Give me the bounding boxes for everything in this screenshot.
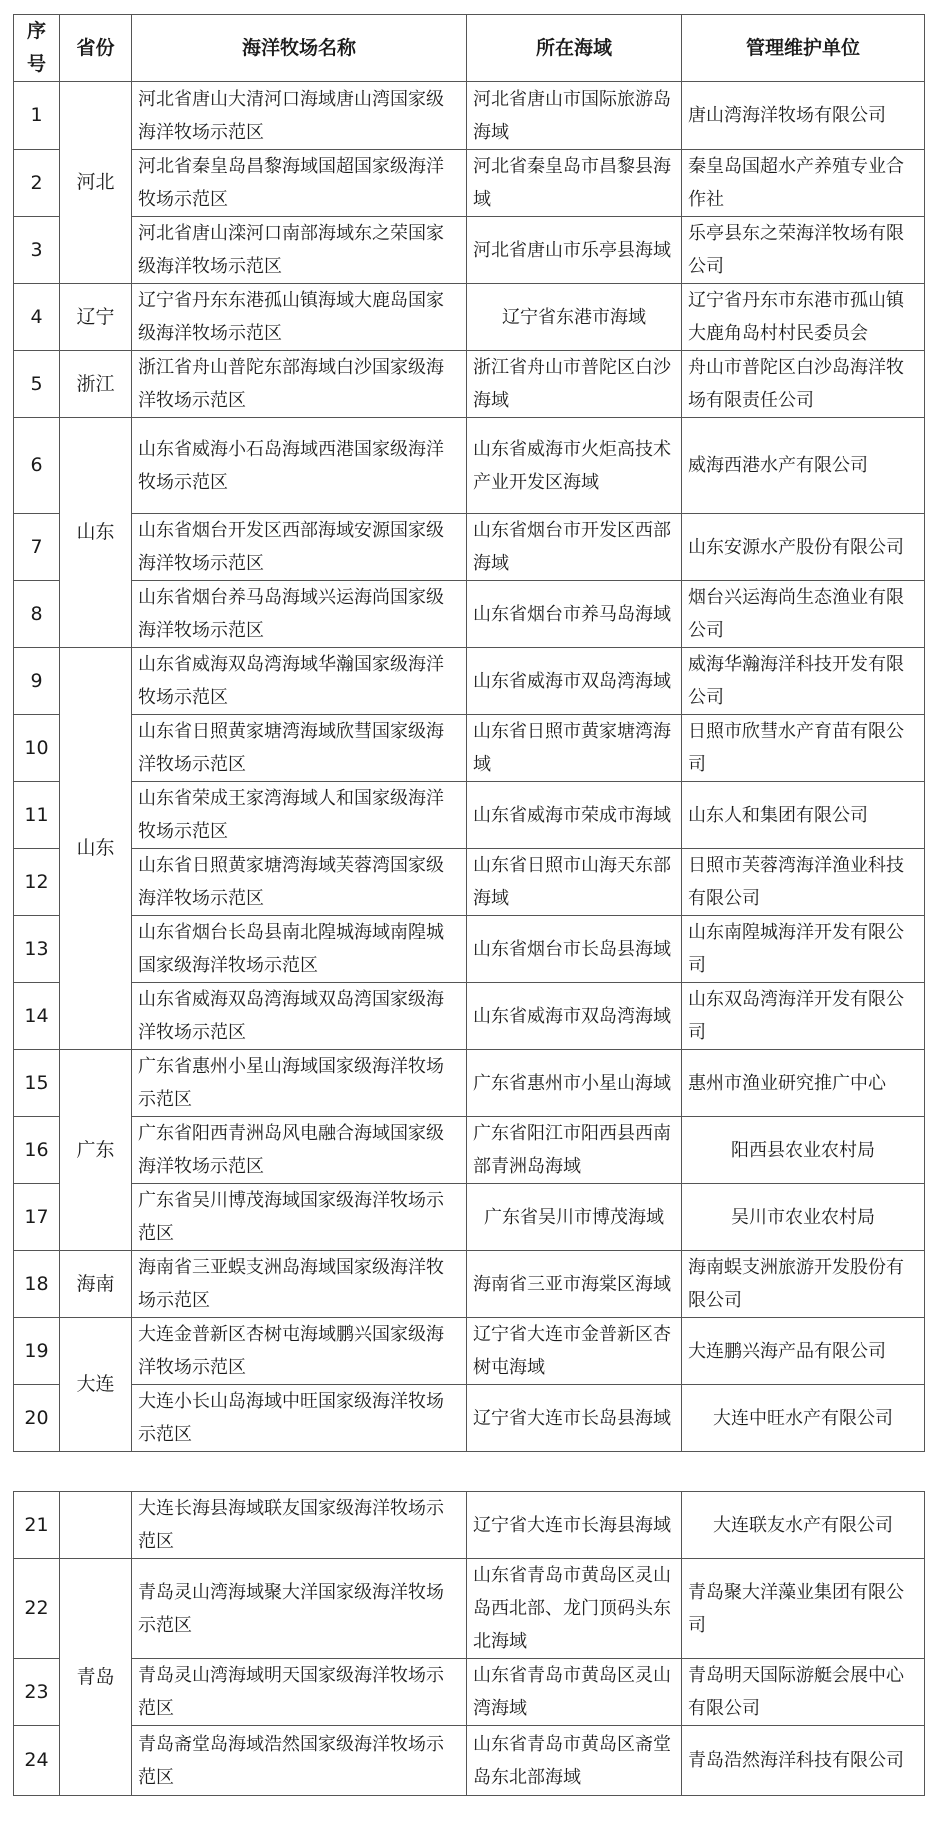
sea-area: 辽宁省大连市金普新区杏树屯海域: [467, 1318, 682, 1385]
row-number: 21: [14, 1492, 60, 1559]
management-unit: 青岛浩然海洋科技有限公司: [682, 1726, 925, 1796]
row-number: 9: [14, 648, 60, 715]
header-name: 海洋牧场名称: [132, 15, 467, 82]
sea-area: 山东省烟台市长岛县海域: [467, 916, 682, 983]
management-unit: 唐山湾海洋牧场有限公司: [682, 82, 925, 150]
header-no: 序号: [14, 15, 60, 82]
header-sea: 所在海域: [467, 15, 682, 82]
province-cell: 海南: [60, 1251, 132, 1318]
table-row: [14, 1659, 925, 1726]
sea-area: 辽宁省东港市海域: [467, 284, 682, 351]
row-number: 6: [14, 418, 60, 514]
table-row: [14, 1726, 925, 1796]
sea-area: 河北省秦皇岛市昌黎县海域: [467, 150, 682, 217]
sea-area: 山东省青岛市黄岛区灵山湾海域: [467, 1659, 682, 1726]
ranch-name: 青岛灵山湾海域聚大洋国家级海洋牧场示范区: [132, 1559, 467, 1659]
table-row: [14, 82, 925, 150]
management-unit: 日照市欣彗水产育苗有限公司: [682, 715, 925, 782]
management-unit: 山东双岛湾海洋开发有限公司: [682, 983, 925, 1050]
table-row: [14, 581, 925, 648]
management-unit: 阳西县农业农村局: [682, 1117, 925, 1184]
management-unit: 舟山市普陀区白沙岛海洋牧场有限责任公司: [682, 351, 925, 418]
sea-area: 山东省威海市双岛湾海域: [467, 983, 682, 1050]
row-number: 23: [14, 1659, 60, 1726]
management-unit: 威海西港水产有限公司: [682, 418, 925, 514]
header-unit: 管理维护单位: [682, 15, 925, 82]
management-unit: 烟台兴运海尚生态渔业有限公司: [682, 581, 925, 648]
row-number: 5: [14, 351, 60, 418]
table-row: [14, 1492, 925, 1559]
ranch-name: 山东省烟台养马岛海域兴运海尚国家级海洋牧场示范区: [132, 581, 467, 648]
ranch-name: 浙江省舟山普陀东部海域白沙国家级海洋牧场示范区: [132, 351, 467, 418]
sea-area: 广东省惠州市小星山海域: [467, 1050, 682, 1117]
row-number: 10: [14, 715, 60, 782]
table-row: [14, 849, 925, 916]
table-row: [14, 1117, 925, 1184]
ranch-name: 广东省惠州小星山海域国家级海洋牧场示范区: [132, 1050, 467, 1117]
sea-area: 山东省青岛市黄岛区斋堂岛东北部海域: [467, 1726, 682, 1796]
management-unit: 山东安源水产股份有限公司: [682, 514, 925, 581]
table-row: [14, 514, 925, 581]
sea-area: 山东省烟台市开发区西部海域: [467, 514, 682, 581]
sea-area: 河北省唐山市乐亭县海域: [467, 217, 682, 284]
sea-area: 广东省吴川市博茂海域: [467, 1184, 682, 1251]
sea-area: 山东省烟台市养马岛海域: [467, 581, 682, 648]
table-row: [14, 1184, 925, 1251]
table-row: [14, 648, 925, 715]
ranch-name: 山东省烟台长岛县南北隍城海域南隍城国家级海洋牧场示范区: [132, 916, 467, 983]
table-row: [14, 782, 925, 849]
ranch-table: [13, 14, 925, 1452]
table-row: [14, 1050, 925, 1117]
table-row: [14, 418, 925, 514]
management-unit: 大连鹏兴海产品有限公司: [682, 1318, 925, 1385]
row-number: 20: [14, 1385, 60, 1452]
management-unit: 日照市芙蓉湾海洋渔业科技有限公司: [682, 849, 925, 916]
province-cell: 辽宁: [60, 284, 132, 351]
table-row: [14, 983, 925, 1050]
row-number: 1: [14, 82, 60, 150]
table-row: [14, 1559, 925, 1659]
header-province: 省份: [60, 15, 132, 82]
row-number: 18: [14, 1251, 60, 1318]
row-number: 2: [14, 150, 60, 217]
management-unit: 大连中旺水产有限公司: [682, 1385, 925, 1452]
table-row: [14, 150, 925, 217]
management-unit: 海南蜈支洲旅游开发股份有限公司: [682, 1251, 925, 1318]
ranch-name: 大连金普新区杏树屯海域鹏兴国家级海洋牧场示范区: [132, 1318, 467, 1385]
table-row: [14, 1385, 925, 1452]
province-cell: 广东: [60, 1050, 132, 1251]
row-number: 8: [14, 581, 60, 648]
row-number: 3: [14, 217, 60, 284]
ranch-name: 青岛斋堂岛海域浩然国家级海洋牧场示范区: [132, 1726, 467, 1796]
management-unit: 秦皇岛国超水产养殖专业合作社: [682, 150, 925, 217]
management-unit: 青岛明天国际游艇会展中心有限公司: [682, 1659, 925, 1726]
sea-area: 山东省日照市山海天东部海域: [467, 849, 682, 916]
row-number: 4: [14, 284, 60, 351]
table-row: [14, 1318, 925, 1385]
sea-area: 山东省威海市荣成市海域: [467, 782, 682, 849]
ranch-name: 山东省威海小石岛海域西港国家级海洋牧场示范区: [132, 418, 467, 514]
row-number: 24: [14, 1726, 60, 1796]
management-unit: 青岛聚大洋藻业集团有限公司: [682, 1559, 925, 1659]
management-unit: 山东人和集团有限公司: [682, 782, 925, 849]
table-row: [14, 217, 925, 284]
sea-area: 广东省阳江市阳西县西南部青洲岛海域: [467, 1117, 682, 1184]
sea-area: 辽宁省大连市长岛县海域: [467, 1385, 682, 1452]
sea-area: 山东省青岛市黄岛区灵山岛西北部、龙门顶码头东北海域: [467, 1559, 682, 1659]
row-number: 16: [14, 1117, 60, 1184]
sea-area: 山东省威海市双岛湾海域: [467, 648, 682, 715]
table-row: [14, 284, 925, 351]
province-cell: 山东: [60, 648, 132, 1050]
ranch-name: 广东省吴川博茂海域国家级海洋牧场示范区: [132, 1184, 467, 1251]
sea-area: 浙江省舟山市普陀区白沙海域: [467, 351, 682, 418]
management-unit: 威海华瀚海洋科技开发有限公司: [682, 648, 925, 715]
table-row: [14, 351, 925, 418]
province-cell: 青岛: [60, 1559, 132, 1796]
sea-area: 辽宁省大连市长海县海域: [467, 1492, 682, 1559]
ranch-name: 山东省烟台开发区西部海域安源国家级海洋牧场示范区: [132, 514, 467, 581]
province-cell: 河北: [60, 82, 132, 284]
ranch-name: 河北省唐山大清河口海域唐山湾国家级海洋牧场示范区: [132, 82, 467, 150]
province-cell: 山东: [60, 418, 132, 648]
ranch-table-continued: [13, 1491, 925, 1796]
management-unit: 大连联友水产有限公司: [682, 1492, 925, 1559]
province-cell: 大连: [60, 1318, 132, 1452]
ranch-name: 辽宁省丹东东港孤山镇海域大鹿岛国家级海洋牧场示范区: [132, 284, 467, 351]
row-number: 15: [14, 1050, 60, 1117]
ranch-name: 山东省威海双岛湾海域双岛湾国家级海洋牧场示范区: [132, 983, 467, 1050]
ranch-name: 山东省荣成王家湾海域人和国家级海洋牧场示范区: [132, 782, 467, 849]
table-row: [14, 1251, 925, 1318]
row-number: 17: [14, 1184, 60, 1251]
management-unit: 乐亭县东之荣海洋牧场有限公司: [682, 217, 925, 284]
sea-area: 河北省唐山市国际旅游岛海域: [467, 82, 682, 150]
ranch-name: 河北省秦皇岛昌黎海域国超国家级海洋牧场示范区: [132, 150, 467, 217]
province-cell: 浙江: [60, 351, 132, 418]
header-row: [14, 15, 925, 82]
ranch-name: 山东省威海双岛湾海域华瀚国家级海洋牧场示范区: [132, 648, 467, 715]
table-row: [14, 916, 925, 983]
row-number: 11: [14, 782, 60, 849]
management-unit: 吴川市农业农村局: [682, 1184, 925, 1251]
sea-area: 山东省威海市火炬高技术产业开发区海域: [467, 418, 682, 514]
management-unit: 辽宁省丹东市东港市孤山镇大鹿角岛村村民委员会: [682, 284, 925, 351]
ranch-name: 山东省日照黄家塘湾海域欣彗国家级海洋牧场示范区: [132, 715, 467, 782]
row-number: 22: [14, 1559, 60, 1659]
province-cell: [60, 1492, 132, 1559]
management-unit: 山东南隍城海洋开发有限公司: [682, 916, 925, 983]
ranch-name: 广东省阳西青洲岛风电融合海域国家级海洋牧场示范区: [132, 1117, 467, 1184]
sea-area: 山东省日照市黄家塘湾海域: [467, 715, 682, 782]
row-number: 19: [14, 1318, 60, 1385]
sea-area: 海南省三亚市海棠区海域: [467, 1251, 682, 1318]
table-row: [14, 715, 925, 782]
row-number: 7: [14, 514, 60, 581]
row-number: 12: [14, 849, 60, 916]
ranch-name: 青岛灵山湾海域明天国家级海洋牧场示范区: [132, 1659, 467, 1726]
ranch-name: 河北省唐山滦河口南部海域东之荣国家级海洋牧场示范区: [132, 217, 467, 284]
ranch-name: 大连长海县海域联友国家级海洋牧场示范区: [132, 1492, 467, 1559]
ranch-name: 大连小长山岛海域中旺国家级海洋牧场示范区: [132, 1385, 467, 1452]
ranch-name: 海南省三亚蜈支洲岛海域国家级海洋牧场示范区: [132, 1251, 467, 1318]
row-number: 13: [14, 916, 60, 983]
management-unit: 惠州市渔业研究推广中心: [682, 1050, 925, 1117]
row-number: 14: [14, 983, 60, 1050]
ranch-name: 山东省日照黄家塘湾海域芙蓉湾国家级海洋牧场示范区: [132, 849, 467, 916]
